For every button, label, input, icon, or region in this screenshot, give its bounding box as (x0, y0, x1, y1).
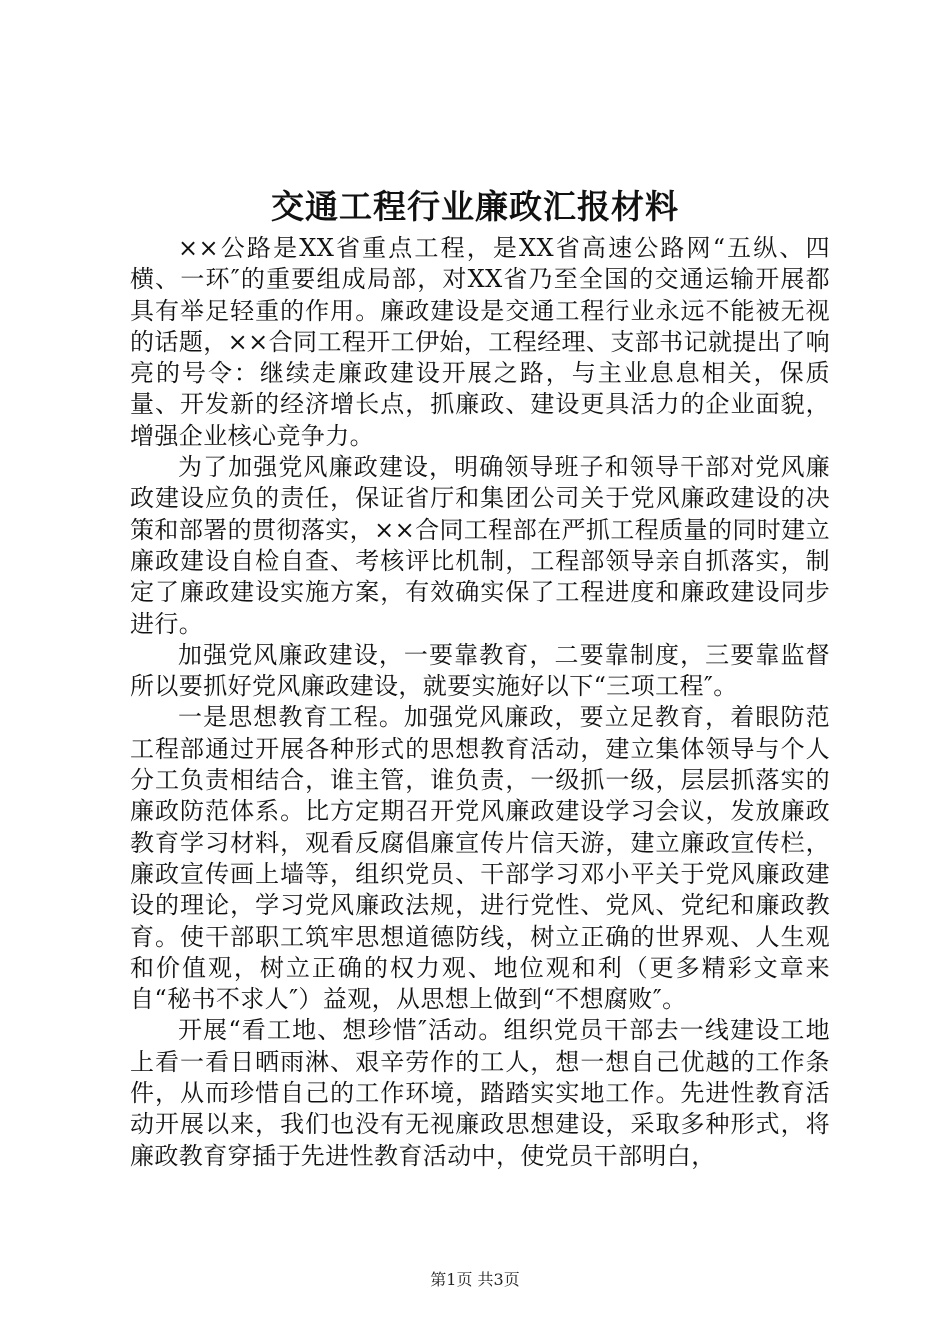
paragraph-1: ××公路是XX省重点工程，是XX省高速公路网“五纵、四横、一环″的重要组成局部，对XX省乃至全国的交通运输开展都具有举足轻重的作用。廉政建设是交通工程行业永远不能被无视的话题，××合同工程开工伊始，工程经理、支部书记就提出了响亮的号令：继续走廉政建设开展之路，与主业息息相关，保质量、开发新的经济增长点，抓廉政、建设更具活力的企业面貌，增强企业核心竞争力。 (130, 234, 830, 450)
paragraph-2: 为了加强党风廉政建设，明确领导班子和领导干部对党风廉政建设应负的责任，保证省厅和集团公司关于党风廉政建设的决策和部署的贯彻落实，××合同工程部在严抓工程质量的同时建立廉政建设自检自查、考核评比机制，工程部领导亲自抓落实，制定了廉政建设实施方案，有效确实保了工程进度和廉政建设同步进行。 (130, 453, 830, 638)
document-body (130, 233, 830, 1172)
paragraph-4: 一是思想教育工程。加强党风廉政，要立足教育，着眼防范工程部通过开展各种形式的思想教育活动，建立集体领导与个人分工负责相结合，谁主管，谁负责，一级抓一级，层层抓落实的廉政防范体系。比方定期召开党风廉政建设学习会议，发放廉政教育学习材料，观看反腐倡廉宣传片信天游，建立廉政宣传栏，廉政宣传画上墙等，组织党员、干部学习邓小平关于党风廉政建设的理论，学习党风廉政法规，进行党性、党风、党纪和廉政教育。使干部职工筑牢思想道德防线，树立正确的世界观、人生观和价值观，树立正确的权力观、地位观和利（更多精彩文章来自“秘书不求人″）益观，从思想上做到“不想腐败″。 (130, 703, 830, 1014)
paragraph-3: 加强党风廉政建设，一要靠教育，二要靠制度，三要靠监督所以要抓好党风廉政建设，就要实施好以下“三项工程″。 (130, 640, 830, 701)
document-title: 交通工程行业廉政汇报材料 (271, 187, 679, 226)
paragraph-5: 开展“看工地、想珍惜″活动。组织党员干部去一线建设工地上看一看日晒雨淋、艰辛劳作的工人，想一想自己优越的工作条件，从而珍惜自己的工作环境，踏踏实实地工作。先进性教育活动开展以来，我们也没有无视廉政思想建设，采取多种形式，将廉政教育穿插于先进性教育活动中，使党员干部明白， (130, 1016, 830, 1170)
page-footer: 第1页 共3页 (430, 1270, 520, 1289)
